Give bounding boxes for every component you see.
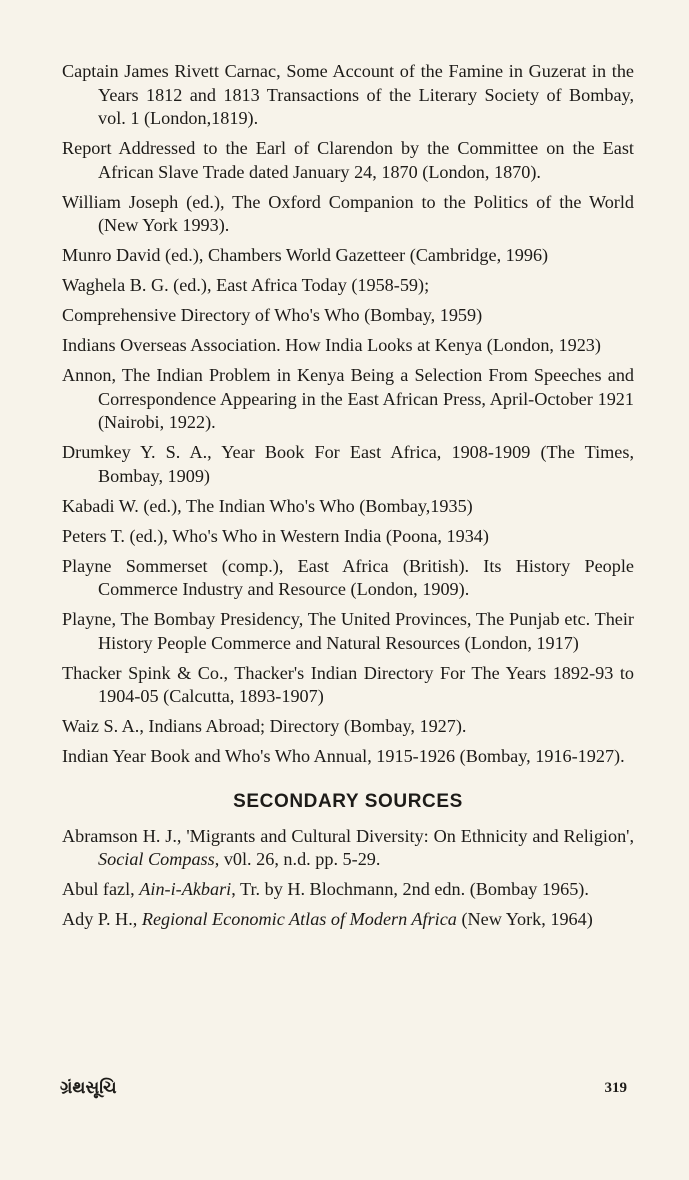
reference-entry: Playne Sommerset (comp.), East Africa (British). Its History People Commerce Industry and Resource (London, 1909). [62, 555, 634, 599]
reference-text: Ady P. H., [62, 909, 142, 929]
reference-entry: Report Addressed to the Earl of Clarendon by the Committee on the East African Slave Trade dated January 24, 1870 (London, 1870). [62, 138, 634, 182]
section-heading: SECONDARY SOURCES [233, 790, 463, 812]
section-label: ગ્રંથસૂચિ [60, 1078, 117, 1098]
reference-text: (New York, 1964) [456, 909, 593, 929]
page-number: 319 [604, 1080, 627, 1096]
reference-entry: Drumkey Y. S. A., Year Book For East Africa, 1908-1909 (The Times, Bombay, 1909) [62, 442, 634, 486]
reference-entry: Kabadi W. (ed.), The Indian Who's Who (Bombay,1935) [62, 495, 473, 516]
reference-title: Social Compass [98, 849, 215, 869]
reference-entry [62, 825, 634, 872]
reference-entry: Waiz S. A., Indians Abroad; Directory (Bombay, 1927). [62, 716, 467, 736]
reference-entry: Thacker Spink & Co., Thacker's Indian Directory For The Years 1892-93 to 1904-05 (Calcutta, 1893-1907) [62, 662, 634, 706]
reference-entry: William Joseph (ed.), The Oxford Companion to the Politics of the World (New York 1993). [62, 191, 634, 235]
reference-title: Regional Economic Atlas of Modern Africa [141, 909, 457, 929]
reference-entry: Waghela B. G. (ed.), East Africa Today (1958-59); [62, 275, 430, 295]
reference-title: Ain-i-Akbari [139, 879, 232, 899]
reference-entry [62, 908, 634, 932]
reference-entry: Indian Year Book and Who's Who Annual, 1915-1926 (Bombay, 1916-1927). [62, 746, 625, 766]
reference-text: , v0l. 26, n.d. pp. 5-29. [214, 849, 381, 869]
reference-entry [62, 878, 634, 902]
reference-list [62, 60, 634, 938]
reference-entry: Indians Overseas Association. How India Looks at Kenya (London, 1923) [62, 335, 601, 355]
reference-entry: Annon, The Indian Problem in Kenya Being a Selection From Speeches and Correspondence Appearing in the East African Press, April-October 1921 (Nairobi, 1922). [62, 365, 634, 432]
reference-entry: Peters T. (ed.), Who's Who in Western India (Poona, 1934) [62, 525, 489, 546]
reference-entry: Playne, The Bombay Presidency, The United Provinces, The Punjab etc. Their History People Commerce and Natural Resources (London, 1917) [62, 609, 634, 653]
reference-text: Abramson H. J., 'Migrants and Cultural Diversity: On Ethnicity and Religion', [62, 825, 634, 846]
reference-text: , Tr. by H. Blochmann, 2nd edn. (Bombay 1965). [231, 879, 589, 899]
page-footer [60, 1078, 627, 1108]
reference-entry: Munro David (ed.), Chambers World Gazetteer (Cambridge, 1996) [62, 245, 549, 265]
reference-entry: Captain James Rivett Carnac, Some Account of the Famine in Guzerat in the Years 1812 and 1813 Transactions of the Literary Society of Bombay, vol. 1 (London,1819). [62, 61, 634, 128]
reference-text: Abul fazl, [62, 879, 140, 899]
reference-entry: Comprehensive Directory of Who's Who (Bombay, 1959) [62, 305, 483, 325]
